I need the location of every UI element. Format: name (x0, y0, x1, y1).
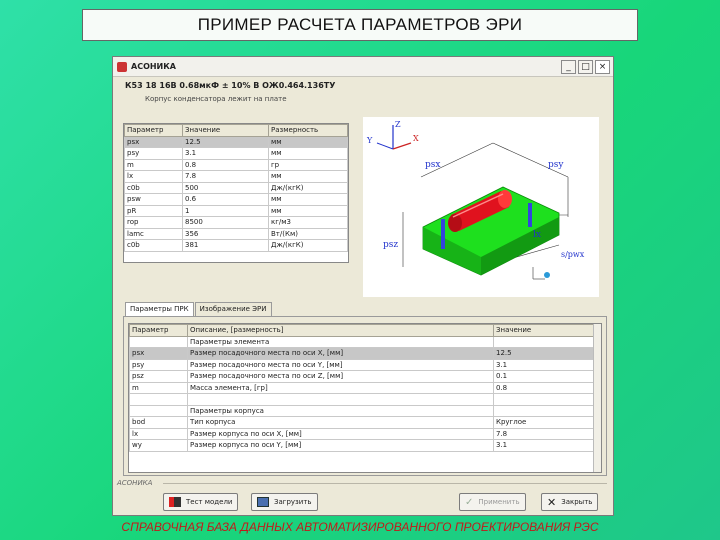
apply-button[interactable] (459, 493, 526, 511)
table-row[interactable] (125, 148, 348, 160)
footer-bar (113, 479, 613, 515)
table-cell: 1 (183, 205, 269, 217)
load-icon (257, 497, 269, 507)
params-table[interactable] (123, 123, 349, 263)
table-cell (494, 405, 596, 417)
table-cell: Круглое (494, 417, 596, 429)
table-cell: m (130, 382, 188, 394)
table-cell: Дж/(кгК) (269, 240, 348, 252)
apply-label: Применить (478, 498, 520, 506)
tab-pane (123, 316, 607, 476)
table-row[interactable] (130, 382, 596, 394)
table-cell: 0.8 (494, 382, 596, 394)
minimize-button[interactable]: _ (561, 60, 576, 74)
tab-params[interactable]: Параметры ПРК (125, 302, 194, 316)
check-icon: ✓ (465, 496, 474, 508)
column-header[interactable]: Параметр (130, 325, 188, 337)
table-row[interactable] (130, 440, 596, 452)
table-row[interactable] (125, 136, 348, 148)
table-cell: мм (269, 136, 348, 148)
test-model-label: Тест модели (186, 498, 233, 506)
column-header[interactable]: Значение (494, 325, 596, 337)
table-row[interactable] (125, 159, 348, 171)
test-model-button[interactable] (163, 493, 238, 511)
table-cell: 7.8 (183, 171, 269, 183)
vertical-scrollbar[interactable] (593, 324, 601, 472)
table-cell: мм (269, 194, 348, 206)
table-cell (188, 394, 494, 406)
table-cell: Вт/(Км) (269, 228, 348, 240)
table-row[interactable] (125, 205, 348, 217)
close-dialog-button[interactable] (541, 493, 598, 511)
table-cell (494, 336, 596, 348)
column-header[interactable]: Параметр (125, 125, 183, 137)
table-cell: 3.1 (494, 440, 596, 452)
table-cell: c0b (125, 182, 183, 194)
table-cell: 12.5 (183, 136, 269, 148)
table-cell: Размер корпуса по оси X, [мм] (188, 428, 494, 440)
table-cell: bod (130, 417, 188, 429)
component-subtitle: Корпус конденсатора лежит на плате (145, 95, 287, 103)
slide-title: ПРИМЕР РАСЧЕТА ПАРАМЕТРОВ ЭРИ (82, 9, 638, 41)
table-cell: 356 (183, 228, 269, 240)
title-bar[interactable] (113, 57, 613, 77)
table-cell: psy (130, 359, 188, 371)
tab-strip (125, 302, 273, 316)
test-flag-icon (169, 497, 181, 507)
asonika-window (112, 56, 614, 516)
table-cell (494, 394, 596, 406)
component-3d-view (363, 117, 599, 297)
table-cell: Масса элемента, [гр] (188, 382, 494, 394)
table-cell: Размер посадочного места по оси Y, [мм] (188, 359, 494, 371)
table-cell: 0.1 (494, 371, 596, 383)
maximize-button[interactable]: □ (578, 60, 593, 74)
table-row[interactable] (125, 182, 348, 194)
load-button[interactable] (251, 493, 318, 511)
label-psy: psy (548, 160, 564, 170)
brand-label: АСОНИКА (117, 479, 153, 487)
table-cell: 381 (183, 240, 269, 252)
table-cell: psx (125, 136, 183, 148)
table-cell: pR (125, 205, 183, 217)
table-cell (130, 394, 188, 406)
close-x-icon: ✕ (547, 495, 557, 509)
column-header[interactable]: Значение (183, 125, 269, 137)
label-psx: psx (425, 160, 441, 170)
table-cell: Дж/(кгК) (269, 182, 348, 194)
label-lx: lx (533, 230, 541, 240)
axis-z-label: Z (395, 120, 401, 129)
table-cell: 3.1 (183, 148, 269, 160)
table-cell: c0b (125, 240, 183, 252)
table-cell: мм (269, 205, 348, 217)
table-cell: Размер посадочного места по оси X, [мм] (188, 348, 494, 360)
table-cell: psz (130, 371, 188, 383)
table-cell: кг/м3 (269, 217, 348, 229)
table-cell: 0.6 (183, 194, 269, 206)
axis-y-label: Y (367, 136, 373, 145)
window-title: АСОНИКА (131, 62, 176, 71)
close-label: Закрыть (561, 498, 593, 506)
label-spwx: s/pwx (561, 250, 585, 259)
table-row[interactable] (130, 394, 596, 406)
table-cell: Параметры корпуса (188, 405, 494, 417)
table-cell: psy (125, 148, 183, 160)
table-cell: мм (269, 148, 348, 160)
axis-triad-icon (366, 120, 419, 149)
column-header[interactable]: Размерность (269, 125, 348, 137)
table-row[interactable] (125, 228, 348, 240)
table-cell: lx (125, 171, 183, 183)
tab-image[interactable]: Изображение ЭРИ (195, 302, 272, 316)
table-cell: гр (269, 159, 348, 171)
table-cell: m (125, 159, 183, 171)
table-cell: мм (269, 171, 348, 183)
table-cell: rop (125, 217, 183, 229)
table-row[interactable] (130, 359, 596, 371)
table-cell: lamc (125, 228, 183, 240)
table-row[interactable] (130, 428, 596, 440)
table-cell: psw (125, 194, 183, 206)
app-icon (117, 62, 127, 72)
table-cell: Параметры элемента (188, 336, 494, 348)
load-label: Загрузить (274, 498, 312, 506)
table-row[interactable] (125, 171, 348, 183)
table-row[interactable] (130, 417, 596, 429)
table-cell: Тип корпуса (188, 417, 494, 429)
column-header[interactable]: Описание, [размерность] (188, 325, 494, 337)
table-row[interactable] (130, 405, 596, 417)
component-name: К53 18 16В 0.68мкФ ± 10% В ОЖ0.464.136ТУ (125, 81, 336, 90)
divider (163, 483, 607, 484)
table-cell: psx (130, 348, 188, 360)
table-row[interactable] (130, 348, 596, 360)
table-row[interactable] (125, 240, 348, 252)
table-cell: 500 (183, 182, 269, 194)
table-cell: 12.5 (494, 348, 596, 360)
table-cell: Размер корпуса по оси Y, [мм] (188, 440, 494, 452)
table-row[interactable] (130, 371, 596, 383)
table-cell: wy (130, 440, 188, 452)
close-button[interactable]: × (595, 60, 610, 74)
table-cell (130, 405, 188, 417)
axis-x-label: X (413, 134, 419, 143)
detail-table[interactable] (128, 323, 602, 473)
orientation-icon (533, 267, 550, 279)
table-cell: 0.8 (183, 159, 269, 171)
table-row[interactable] (125, 217, 348, 229)
label-psz: psz (383, 240, 399, 250)
table-cell: 7.8 (494, 428, 596, 440)
table-row[interactable] (130, 336, 596, 348)
table-cell: lx (130, 428, 188, 440)
table-cell: Размер посадочного места по оси Z, [мм] (188, 371, 494, 383)
table-cell: 3.1 (494, 359, 596, 371)
table-row[interactable] (125, 194, 348, 206)
table-cell: 8500 (183, 217, 269, 229)
slide-caption: СПРАВОЧНАЯ БАЗА ДАННЫХ АВТОМАТИЗИРОВАННОГО ПРОЕКТИРОВАНИЯ РЭС (121, 520, 599, 534)
table-cell (130, 336, 188, 348)
